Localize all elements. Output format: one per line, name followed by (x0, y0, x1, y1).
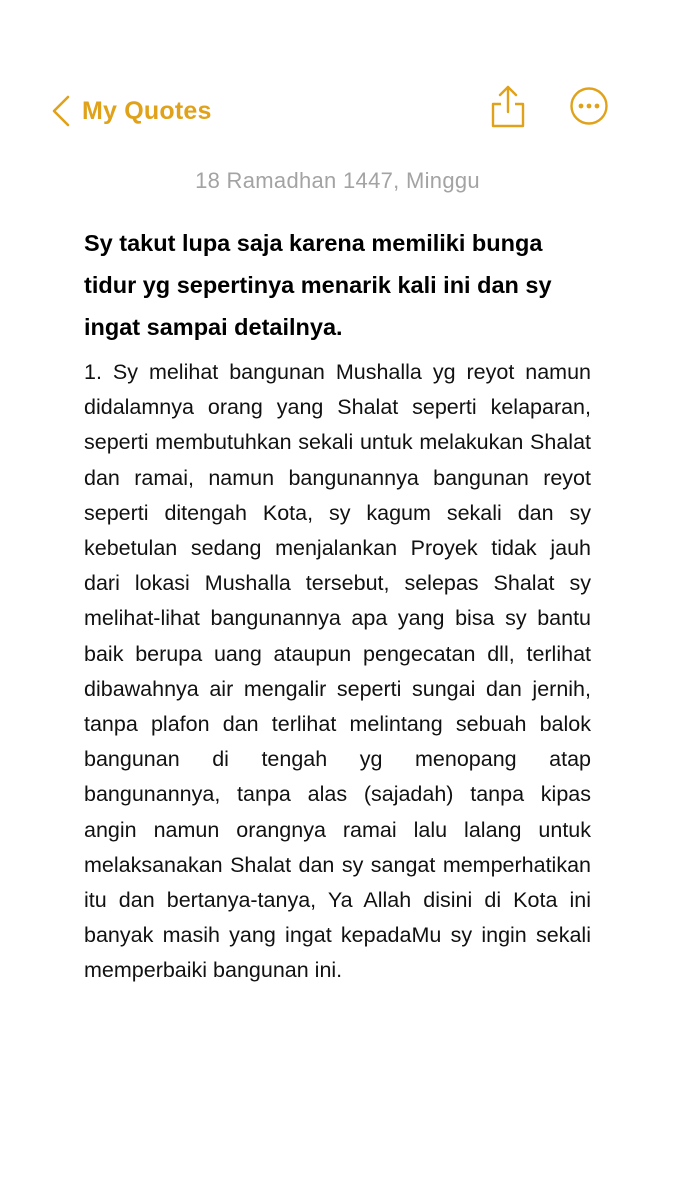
navigation-bar (0, 78, 675, 148)
note-date: 18 Ramadhan 1447, Minggu (195, 168, 480, 193)
note-title[interactable]: Sy takut lupa saja karena memiliki bunga tidur yg sepertinya menarik kali ini dan sy ingat sampai detailnya. (84, 230, 552, 340)
back-button[interactable] (50, 94, 212, 128)
note-body[interactable]: 1. Sy melihat bangunan Mushalla yg reyot namun didalamnya orang yang Shalat seperti kelaparan, seperti membutuhkan sekali untuk melakukan Shalat dan ramai, namun bangunannya bangunan reyot seperti ditengah Kota, sy kagum sekali dan sy kebetulan sedang menjalankan Proyek tidak jauh dari lokasi Mushalla tersebut, selepas Shalat sy melihat-lihat bangunannya apa yang bisa sy bantu baik berupa uang ataupun pengecatan dll, terlihat dibawahnya air mengalir seperti sungai dan jernih, tanpa plafon dan terlihat melintang sebuah balok bangunan di tengah yg menopang atap bangunannya, tanpa alas (sajadah) tanpa kipas angin namun orangnya ramai lalu lalang untuk melaksanakan Shalat dan sy sangat memperhatikan itu dan bertanya-tanya, Ya Allah disini di Kota ini banyak masih yang ingat kepadaMu sy ingin sekali memperbaiki bangunan ini. (84, 360, 591, 983)
share-icon[interactable] (489, 84, 527, 128)
chevron-left-icon (50, 94, 72, 128)
back-label: My Quotes (82, 96, 212, 125)
more-options-icon[interactable] (569, 86, 609, 126)
